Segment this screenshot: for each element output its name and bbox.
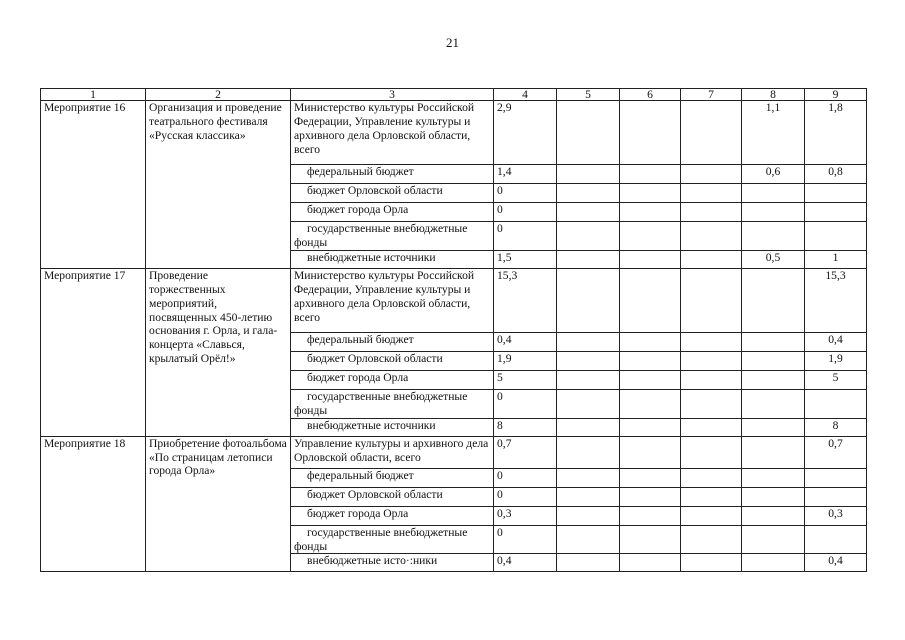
value-cell-4: 0,4	[494, 554, 557, 572]
value-cell-8	[742, 222, 805, 251]
value-cell-5	[557, 203, 620, 222]
value-cell-6	[620, 436, 681, 468]
header-cell: 4	[494, 89, 557, 101]
value-cell-6	[620, 332, 681, 351]
funding-source-cell: федеральный бюджет	[291, 165, 494, 184]
value-cell-5	[557, 268, 620, 332]
value-cell-9	[805, 184, 867, 203]
value-cell-9: 0,4	[805, 332, 867, 351]
value-cell-8	[742, 389, 805, 418]
value-cell-4: 0	[494, 525, 557, 554]
value-cell-9: 15,3	[805, 268, 867, 332]
value-cell-8	[742, 184, 805, 203]
value-cell-8	[742, 351, 805, 370]
funding-source-cell: государственные внебюджетные фонды	[291, 389, 494, 418]
header-row	[41, 89, 867, 101]
header-cell: 1	[41, 89, 146, 101]
value-cell-6	[620, 487, 681, 506]
value-cell-8	[742, 525, 805, 554]
value-cell-8	[742, 418, 805, 436]
value-cell-5	[557, 418, 620, 436]
value-cell-7	[681, 468, 742, 487]
value-cell-9: 1,9	[805, 351, 867, 370]
table-row	[41, 436, 867, 468]
funding-source-cell: бюджет города Орла	[291, 203, 494, 222]
header-cell: 6	[620, 89, 681, 101]
value-cell-7	[681, 203, 742, 222]
value-cell-6	[620, 389, 681, 418]
value-cell-5	[557, 525, 620, 554]
header-cell: 5	[557, 89, 620, 101]
value-cell-6	[620, 554, 681, 572]
value-cell-4: 1,5	[494, 250, 557, 268]
value-cell-5	[557, 370, 620, 389]
page-number: 21	[446, 35, 459, 50]
value-cell-7	[681, 222, 742, 251]
funding-source-cell: государственные внебюджетные фонды	[291, 525, 494, 554]
table-row	[41, 101, 867, 165]
value-cell-9: 0,7	[805, 436, 867, 468]
event-name-cell: Мероприятие 18	[41, 436, 146, 572]
header-cell: 7	[681, 89, 742, 101]
value-cell-7	[681, 554, 742, 572]
value-cell-9: 0,4	[805, 554, 867, 572]
value-cell-4: 0	[494, 203, 557, 222]
value-cell-6	[620, 165, 681, 184]
value-cell-9: 1,8	[805, 101, 867, 165]
value-cell-6	[620, 525, 681, 554]
value-cell-7	[681, 506, 742, 525]
value-cell-7	[681, 268, 742, 332]
funding-total-cell: Министерство культуры Российской Федерации, Управление культуры и архивного дела Орловской области, всего	[291, 101, 494, 165]
funding-source-cell: федеральный бюджет	[291, 468, 494, 487]
header-cell: 3	[291, 89, 494, 101]
funding-source-cell: внебюджетные источники	[291, 250, 494, 268]
value-cell-9	[805, 525, 867, 554]
value-cell-4: 0,7	[494, 436, 557, 468]
funding-source-cell: внебюджетные исто·:ники	[291, 554, 494, 572]
value-cell-8	[742, 468, 805, 487]
value-cell-6	[620, 370, 681, 389]
funding-source-cell: бюджет Орловской области	[291, 184, 494, 203]
value-cell-8	[742, 506, 805, 525]
header-cell: 8	[742, 89, 805, 101]
value-cell-5	[557, 165, 620, 184]
funding-source-cell: бюджет Орловской области	[291, 351, 494, 370]
funding-source-cell: бюджет города Орла	[291, 506, 494, 525]
value-cell-6	[620, 101, 681, 165]
value-cell-5	[557, 436, 620, 468]
funding-source-cell: бюджет Орловской области	[291, 487, 494, 506]
event-description-cell: Приобретение фотоальбома «По страницам летописи города Орла»	[146, 436, 291, 572]
value-cell-9	[805, 222, 867, 251]
value-cell-8: 1,1	[742, 101, 805, 165]
value-cell-4: 8	[494, 418, 557, 436]
value-cell-4: 0,4	[494, 332, 557, 351]
value-cell-5	[557, 506, 620, 525]
funding-source-cell: внебюджетные источники	[291, 418, 494, 436]
value-cell-7	[681, 101, 742, 165]
value-cell-6	[620, 222, 681, 251]
value-cell-6	[620, 506, 681, 525]
value-cell-7	[681, 332, 742, 351]
value-cell-6	[620, 203, 681, 222]
value-cell-7	[681, 418, 742, 436]
funding-source-cell: бюджет города Орла	[291, 370, 494, 389]
value-cell-6	[620, 268, 681, 332]
value-cell-5	[557, 222, 620, 251]
event-name-cell: Мероприятие 16	[41, 101, 146, 269]
value-cell-8	[742, 268, 805, 332]
value-cell-8	[742, 203, 805, 222]
value-cell-9	[805, 203, 867, 222]
value-cell-8	[742, 332, 805, 351]
value-cell-4: 5	[494, 370, 557, 389]
value-cell-9: 5	[805, 370, 867, 389]
value-cell-6	[620, 418, 681, 436]
value-cell-8	[742, 370, 805, 389]
value-cell-8	[742, 436, 805, 468]
value-cell-4: 1,9	[494, 351, 557, 370]
event-name-cell: Мероприятие 17	[41, 268, 146, 436]
value-cell-9: 0,8	[805, 165, 867, 184]
value-cell-4: 0	[494, 468, 557, 487]
table-row	[41, 268, 867, 332]
value-cell-8	[742, 554, 805, 572]
value-cell-5	[557, 332, 620, 351]
value-cell-6	[620, 250, 681, 268]
value-cell-6	[620, 468, 681, 487]
value-cell-5	[557, 468, 620, 487]
value-cell-9	[805, 389, 867, 418]
value-cell-5	[557, 389, 620, 418]
value-cell-9	[805, 468, 867, 487]
value-cell-7	[681, 370, 742, 389]
value-cell-8: 0,6	[742, 165, 805, 184]
value-cell-9: 0,3	[805, 506, 867, 525]
value-cell-8: 0,5	[742, 250, 805, 268]
value-cell-4: 0	[494, 487, 557, 506]
value-cell-4: 0,3	[494, 506, 557, 525]
budget-table	[40, 88, 867, 572]
value-cell-7	[681, 165, 742, 184]
value-cell-5	[557, 351, 620, 370]
value-cell-5	[557, 101, 620, 165]
funding-total-cell: Министерство культуры Российской Федерации, Управление культуры и архивного дела Орловской области, всего	[291, 268, 494, 332]
value-cell-6	[620, 351, 681, 370]
value-cell-5	[557, 554, 620, 572]
value-cell-4: 15,3	[494, 268, 557, 332]
header-cell: 9	[805, 89, 867, 101]
funding-source-cell: государственные внебюджетные фонды	[291, 222, 494, 251]
event-description-cell: Проведение торжественных мероприятий, посвященных 450-летию основания г. Орла, и гала-концерта «Славься, крылатый Орёл!»	[146, 268, 291, 436]
value-cell-4: 0	[494, 222, 557, 251]
value-cell-5	[557, 184, 620, 203]
value-cell-4: 0	[494, 184, 557, 203]
value-cell-6	[620, 184, 681, 203]
value-cell-9	[805, 487, 867, 506]
funding-total-cell: Управление культуры и архивного дела Орловской области, всего	[291, 436, 494, 468]
value-cell-7	[681, 436, 742, 468]
value-cell-7	[681, 525, 742, 554]
header-cell: 2	[146, 89, 291, 101]
value-cell-7	[681, 487, 742, 506]
value-cell-7	[681, 250, 742, 268]
value-cell-9: 1	[805, 250, 867, 268]
value-cell-5	[557, 250, 620, 268]
value-cell-4: 1,4	[494, 165, 557, 184]
event-description-cell: Организация и проведение театрального фестиваля «Русская классика»	[146, 101, 291, 269]
value-cell-7	[681, 389, 742, 418]
value-cell-7	[681, 184, 742, 203]
value-cell-4: 0	[494, 389, 557, 418]
value-cell-9: 8	[805, 418, 867, 436]
funding-source-cell: федеральный бюджет	[291, 332, 494, 351]
value-cell-5	[557, 487, 620, 506]
value-cell-8	[742, 487, 805, 506]
value-cell-4: 2,9	[494, 101, 557, 165]
value-cell-7	[681, 351, 742, 370]
